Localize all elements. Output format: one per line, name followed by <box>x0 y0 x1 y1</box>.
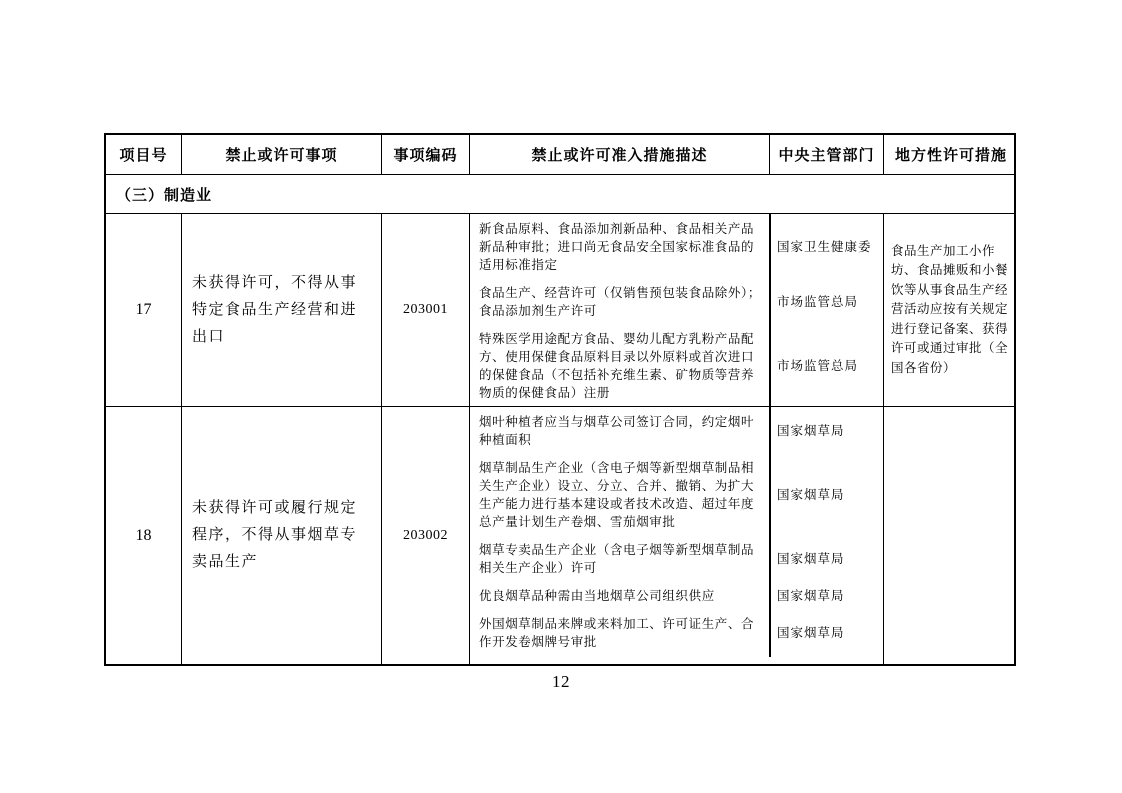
negative-list-table <box>104 133 1016 666</box>
department-text: 国家卫生健康委 <box>777 239 872 254</box>
section-title: （三）制造业 <box>116 187 213 204</box>
column-divider <box>769 407 771 657</box>
measures-and-departments <box>470 214 884 406</box>
local-measure-text: 食品生产加工小作坊、食品摊贩和小餐饮等从事食品生产经营活动应按有关规定进行登记备案、获得许可或通过审批（全国各省份） <box>891 243 1009 375</box>
measure-text: 优良烟草品种需由当地烟草公司组织供应 <box>479 589 715 603</box>
item-number: 17 <box>106 214 182 406</box>
header-central-department: 中央主管部门 <box>770 135 884 174</box>
section-row-manufacturing <box>106 175 1014 214</box>
department-text: 市场监管总局 <box>777 358 859 373</box>
department-text: 国家烟草局 <box>777 551 845 566</box>
table-header-row <box>106 135 1014 175</box>
measure-text: 烟叶种植者应当与烟草公司签订合同，约定烟叶种植面积 <box>479 415 755 447</box>
item-code: 203001 <box>382 214 470 406</box>
measure-department-pairs <box>470 214 883 406</box>
header-measure-description: 禁止或许可准入措施描述 <box>470 135 770 174</box>
prohibited-matter: 未获得许可，不得从事特定食品生产经营和进出口 <box>182 214 382 406</box>
measure-text: 新食品原料、食品添加剂新品种、食品相关产品新品种审批；进口尚无食品安全国家标准食品的适用标准指定 <box>479 222 755 272</box>
measure-text: 烟草专卖品生产企业（含电子烟等新型烟草制品相关生产企业）许可 <box>479 543 755 575</box>
header-local-measures: 地方性许可措施 <box>894 148 1007 164</box>
measure-text: 食品生产、经营许可（仅销售预包装食品除外）；食品添加剂生产许可 <box>479 286 761 318</box>
department-text: 国家烟草局 <box>777 423 845 438</box>
department-text: 国家烟草局 <box>777 487 845 502</box>
measure-text: 特殊医学用途配方食品、婴幼儿配方乳粉产品配方、使用保健食品原料目录以外原料或首次进口的保健食品（不包括补充维生素、矿物质等营养物质的保健食品）注册 <box>479 332 755 400</box>
header-prohibited-matter: 禁止或许可事项 <box>182 135 382 174</box>
item-number: 18 <box>106 407 182 664</box>
department-text: 市场监管总局 <box>777 294 859 309</box>
item-code: 203002 <box>382 407 470 664</box>
measure-text: 外国烟草制品来牌或来料加工、许可证生产、合作开发卷烟牌号审批 <box>479 617 755 649</box>
measure-department-pairs <box>470 407 883 657</box>
measure-text: 烟草制品生产企业（含电子烟等新型烟草制品相关生产企业）设立、分立、合并、撤销、为扩大生产能力进行基本建设或者技术改造、超过年度总产量计划生产卷烟、雪茄烟审批 <box>479 461 755 529</box>
table-row <box>106 407 1014 664</box>
measures-and-departments <box>470 407 884 664</box>
local-measure-text <box>884 407 1018 664</box>
header-item-number: 项目号 <box>106 135 182 174</box>
prohibited-matter: 未获得许可或履行规定程序，不得从事烟草专卖品生产 <box>182 407 382 664</box>
column-divider <box>769 214 771 406</box>
page-number: 12 <box>552 672 570 691</box>
department-text: 国家烟草局 <box>777 588 845 603</box>
department-text: 国家烟草局 <box>777 625 845 640</box>
table-row <box>106 214 1014 407</box>
header-item-code: 事项编码 <box>382 135 470 174</box>
